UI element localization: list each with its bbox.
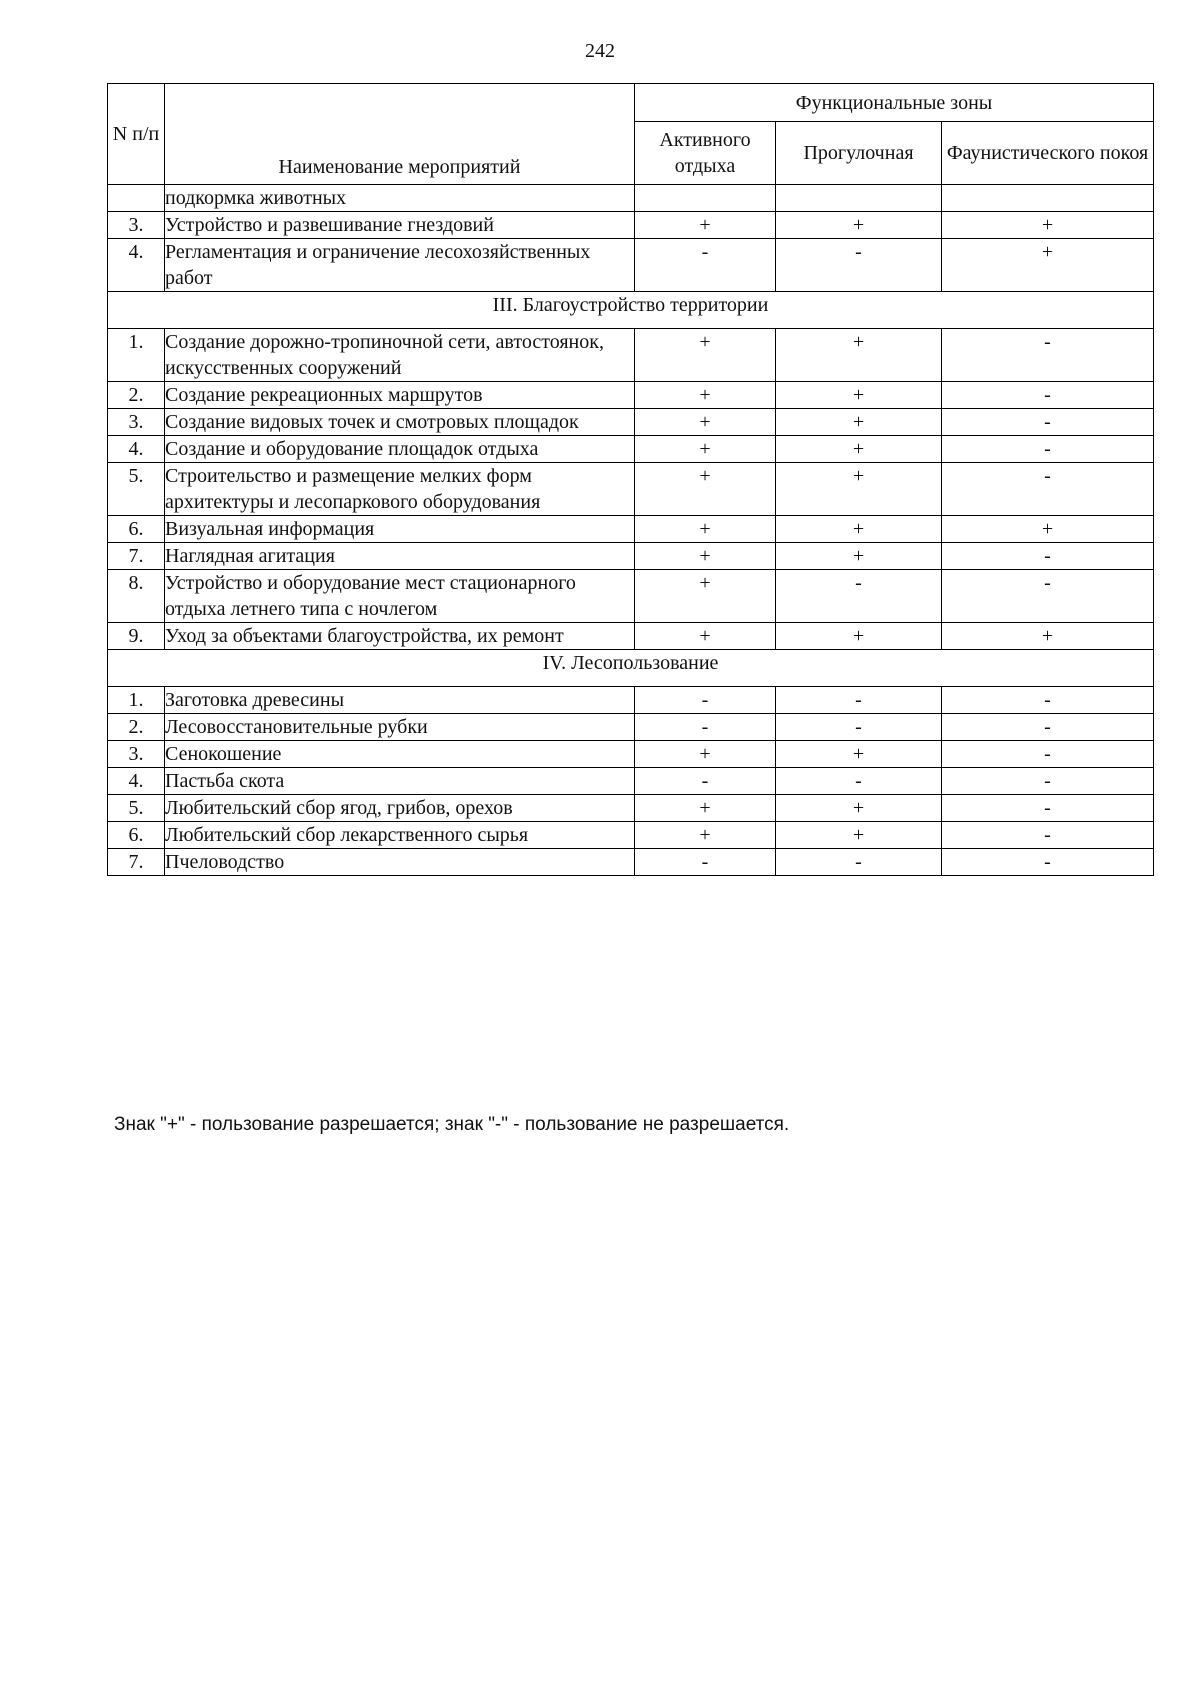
row-activity-name: Уход за объектами благоустройства, их ремонт [165,623,635,650]
row-number: 2. [108,382,165,409]
mark-fauna: - [942,768,1154,795]
section-row [108,650,1154,687]
functional-zones-table [107,83,1154,876]
table-body [108,185,1154,876]
mark-walking: + [776,543,942,570]
mark-fauna [942,185,1154,212]
table-row [108,185,1154,212]
table-row [108,212,1154,239]
table-row [108,329,1154,382]
mark-fauna: - [942,543,1154,570]
header-zone-walking: Прогулочная [776,122,942,185]
mark-walking: - [776,570,942,623]
row-number: 1. [108,329,165,382]
row-number: 7. [108,849,165,876]
row-number: 3. [108,409,165,436]
row-number: 3. [108,212,165,239]
mark-walking [776,185,942,212]
mark-active: + [635,212,776,239]
mark-active: + [635,382,776,409]
mark-walking: - [776,687,942,714]
mark-fauna: - [942,822,1154,849]
mark-fauna: + [942,239,1154,292]
footnote: Знак "+" - пользование разрешается; знак "-" - пользование не разрешается. [114,1114,790,1135]
table-row [108,409,1154,436]
header-row-group [108,84,1154,122]
row-activity-name: Сенокошение [165,741,635,768]
mark-walking: - [776,239,942,292]
table-row [108,795,1154,822]
mark-walking: + [776,516,942,543]
row-activity-name: Создание видовых точек и смотровых площадок [165,409,635,436]
row-activity-name: Лесовосстановительные рубки [165,714,635,741]
mark-active [635,185,776,212]
mark-walking: + [776,329,942,382]
row-number: 4. [108,768,165,795]
mark-walking: + [776,409,942,436]
row-number [108,185,165,212]
mark-active: - [635,768,776,795]
table-row [108,687,1154,714]
row-activity-name: Создание рекреационных маршрутов [165,382,635,409]
row-number: 5. [108,795,165,822]
table-row [108,463,1154,516]
table-row [108,714,1154,741]
mark-active: + [635,463,776,516]
table-row [108,570,1154,623]
mark-fauna: - [942,436,1154,463]
mark-walking: + [776,212,942,239]
row-number: 8. [108,570,165,623]
row-activity-name: Пастьба скота [165,768,635,795]
row-activity-name: Любительский сбор ягод, грибов, орехов [165,795,635,822]
page-number: 242 [585,40,615,62]
mark-walking: + [776,382,942,409]
row-number: 6. [108,516,165,543]
table-row [108,849,1154,876]
mark-active: + [635,623,776,650]
mark-active: + [635,436,776,463]
table-row [108,623,1154,650]
mark-fauna: - [942,409,1154,436]
mark-fauna: - [942,687,1154,714]
mark-walking: + [776,436,942,463]
mark-active: + [635,543,776,570]
mark-active: + [635,822,776,849]
row-activity-name: Заготовка древесины [165,687,635,714]
mark-fauna: - [942,463,1154,516]
mark-walking: - [776,714,942,741]
mark-active: + [635,570,776,623]
header-zone-fauna: Фаунистического покоя [942,122,1154,185]
mark-fauna: - [942,714,1154,741]
mark-active: - [635,239,776,292]
mark-walking: - [776,849,942,876]
mark-active: + [635,516,776,543]
row-activity-name: Устройство и развешивание гнездовий [165,212,635,239]
table-row [108,543,1154,570]
table-row [108,822,1154,849]
row-number: 5. [108,463,165,516]
mark-active: + [635,741,776,768]
row-activity-name: Регламентация и ограничение лесохозяйственных работ [165,239,635,292]
mark-fauna: + [942,623,1154,650]
row-number: 6. [108,822,165,849]
row-activity-name: Наглядная агитация [165,543,635,570]
mark-walking: + [776,623,942,650]
row-activity-name: Пчеловодство [165,849,635,876]
row-activity-name: Создание и оборудование площадок отдыха [165,436,635,463]
mark-active: + [635,409,776,436]
mark-fauna: - [942,570,1154,623]
mark-fauna: + [942,212,1154,239]
mark-active: - [635,714,776,741]
mark-walking: - [776,768,942,795]
row-number: 4. [108,436,165,463]
mark-fauna: - [942,741,1154,768]
row-number: 3. [108,741,165,768]
mark-fauna: - [942,795,1154,822]
mark-fauna: - [942,849,1154,876]
mark-fauna: - [942,329,1154,382]
table-row [108,436,1154,463]
row-activity-name: Визуальная информация [165,516,635,543]
row-number: 4. [108,239,165,292]
row-number: 9. [108,623,165,650]
row-activity-name: Устройство и оборудование мест стационарного отдыха летнего типа с ночлегом [165,570,635,623]
header-zone-active: Активного отдыха [635,122,776,185]
section-title: IV. Лесопользование [108,650,1154,687]
header-num: N п/п [108,84,165,185]
mark-active: - [635,687,776,714]
row-activity-name: подкормка животных [165,185,635,212]
row-number: 7. [108,543,165,570]
mark-active: - [635,849,776,876]
row-activity-name: Любительский сбор лекарственного сырья [165,822,635,849]
mark-active: + [635,329,776,382]
mark-fauna: + [942,516,1154,543]
header-name: Наименование мероприятий [165,84,635,185]
table-row [108,768,1154,795]
mark-active: + [635,795,776,822]
row-activity-name: Строительство и размещение мелких форм архитектуры и лесопаркового оборудования [165,463,635,516]
mark-fauna: - [942,382,1154,409]
table-row [108,516,1154,543]
section-title: III. Благоустройство территории [108,292,1154,329]
row-number: 2. [108,714,165,741]
header-functional-zones: Функциональные зоны [635,84,1154,122]
mark-walking: + [776,822,942,849]
mark-walking: + [776,463,942,516]
row-number: 1. [108,687,165,714]
mark-walking: + [776,795,942,822]
table-row [108,382,1154,409]
row-activity-name: Создание дорожно-тропиночной сети, автостоянок, искусственных сооружений [165,329,635,382]
section-row [108,292,1154,329]
table-row [108,741,1154,768]
mark-walking: + [776,741,942,768]
table-row [108,239,1154,292]
